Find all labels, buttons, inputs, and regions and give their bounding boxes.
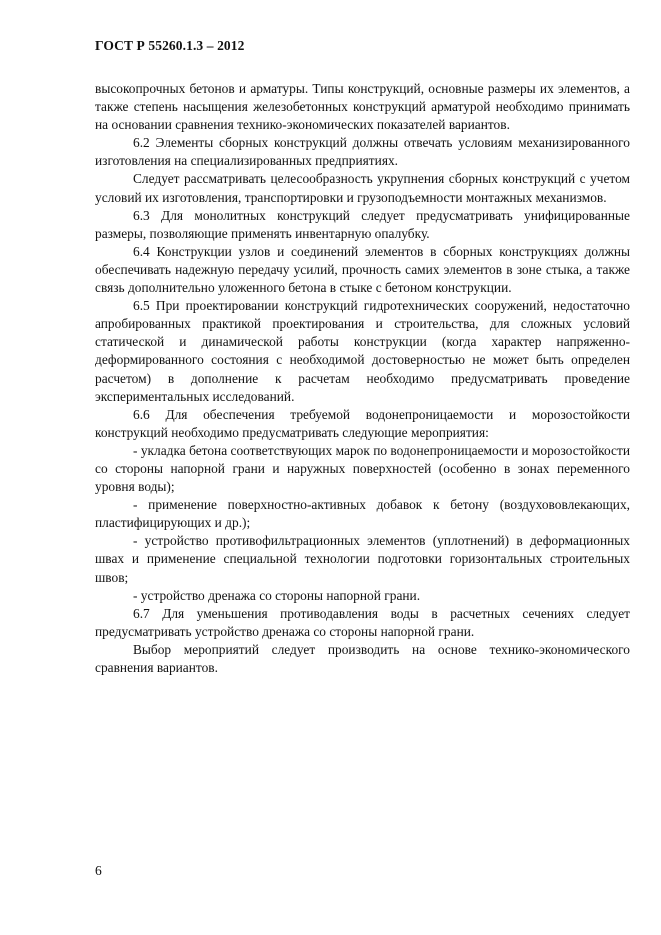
paragraph-6-6: 6.6 Для обеспечения требуемой водонепроницаемости и морозостойкости конструкций необходимо предусматривать следующие мероприятия: — [95, 406, 630, 440]
paragraph-6-3: 6.3 Для монолитных конструкций следует предусматривать унифицированные размеры, позволяющие применять инвентарную опалубку. — [95, 207, 630, 241]
paragraph-continuation: высокопрочных бетонов и арматуры. Типы конструкций, основные размеры их элементов, а также степень насыщения железобетонных конструкций арматурой необходимо принимать на основании сравнения технико-экономических показателей вариантов. — [95, 81, 630, 133]
list-item: - применение поверхностно-активных добавок к бетону (воздухововлекающих, пластифицирующих и др.); — [95, 497, 630, 531]
document-header: ГОСТ Р 55260.1.3 – 2012 — [95, 38, 245, 53]
page-number: 6 — [95, 863, 102, 878]
paragraph-6-4: 6.4 Конструкции узлов и соединений элементов в сборных конструкциях должны обеспечивать надежную передачу усилий, прочность самих элементов в зоне стыка, а также связь дополнительно уложенного бетона в стыке с бетоном конструкции. — [95, 243, 630, 296]
paragraph-6-7: 6.7 Для уменьшения противодавления воды в расчетных сечениях следует предусматривать устройство дренажа со стороны напорной грани. — [95, 605, 630, 639]
list-item: - устройство дренажа со стороны напорной грани. — [133, 587, 421, 603]
list-item: - укладка бетона соответствующих марок по водонепроницаемости и морозостойкости со стороны напорной грани и наружных поверхностей (особенно в зонах переменного уровня воды); — [95, 442, 630, 495]
list-item: - устройство противофильтрационных элементов (уплотнений) в деформационных швах и применение специальной технологии подготовки горизонтальных строительных швов; — [95, 533, 630, 585]
paragraph-6-2: 6.2 Элементы сборных конструкций должны отвечать условиям механизированного изготовления на специализированных предприятиях. — [95, 135, 630, 169]
document-body — [95, 80, 630, 677]
paragraph-6-7-note: Выбор мероприятий следует производить на основе технико-экономического сравнения вариантов. — [95, 641, 630, 675]
paragraph-6-5: 6.5 При проектировании конструкций гидротехнических сооружений, недостаточно апробированных практикой проектирования и строительства, для сложных условий статической и динамической работы конструкции (когда характер напряженно-деформированного состояния с необходимой достоверностью не может быть определен расчетом) в дополнение к расчетам необходимо предусматривать проведение экспериментальных исследований. — [95, 298, 630, 404]
paragraph-6-2-note: Следует рассматривать целесообразность укрупнения сборных конструкций с учетом условий их изготовления, транспортировки и грузоподъемности монтажных механизмов. — [95, 171, 630, 205]
